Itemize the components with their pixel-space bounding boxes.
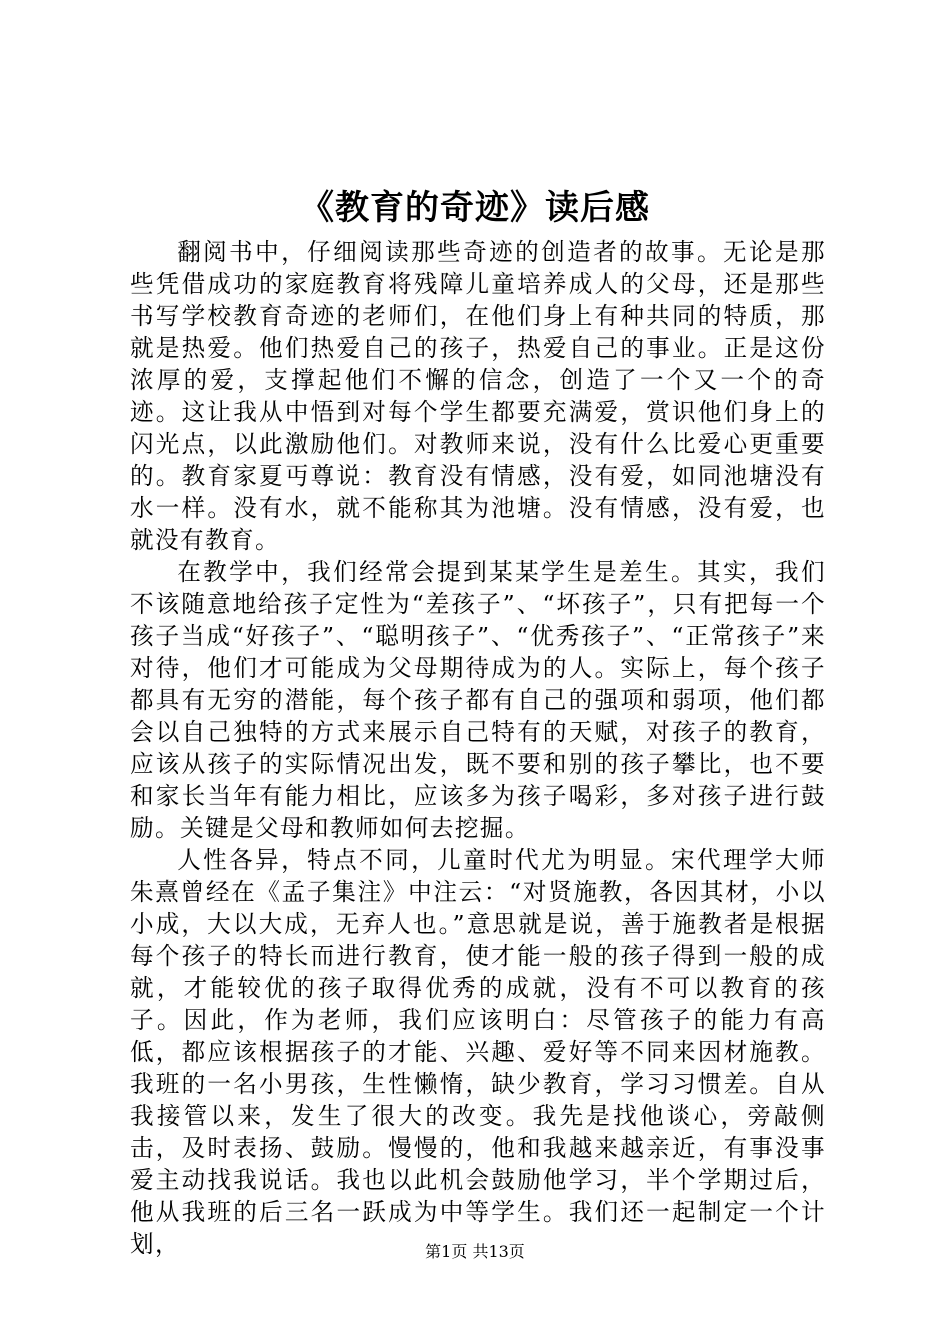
paragraph-2: 在教学中，我们经常会提到某某学生是差生。其实，我们不该随意地给孩子定性为“差孩子”、“坏孩子”，只有把每一个孩子当成“好孩子”、“聪明孩子”、“优秀孩子”、“正常孩子”来对待，他们才可能成为父母期待成为的人。实际上，每个孩子都具有无穷的潜能，每个孩子都有自己的强项和弱项，他们都会以自己独特的方式来展示自己特有的天赋，对孩子的教育，应该从孩子的实际情况出发，既不要和别的孩子攀比，也不要和家长当年有能力相比，应该多为孩子喝彩，多对孩子进行鼓励。关键是父母和教师如何去挖掘。 (130, 558, 826, 842)
document-title: 《教育的奇迹》读后感 (300, 188, 650, 228)
paragraph-3: 人性各异，特点不同，儿童时代尤为明显。宋代理学大师朱熹曾经在《孟子集注》中注云：“对贤施教，各因其材，小以小成，大以大成，无弃人也。”意思就是说，善于施教者是根据每个孩子的特长而进行教育，使才能一般的孩子得到一般的成就，才能较优的孩子取得优秀的成就，没有不可以教育的孩子。因此，作为老师，我们应该明白：尽管孩子的能力有高低，都应该根据孩子的才能、兴趣、爱好等不同来因材施教。我班的一名小男孩，生性懒惰，缺少教育，学习习惯差。自从我接管以来，发生了很大的改变。我先是找他谈心，旁敲侧击，及时表扬、鼓励。慢慢的，他和我越来越亲近，有事没事爱主动找我说话。我也以此机会鼓励他学习，半个学期过后，他从我班的后三名一跃成为中等学生。我们还一起制定一个计划， (130, 846, 826, 1258)
page-number-footer: 第1页 共13页 (425, 1242, 525, 1261)
document-body (130, 236, 826, 1260)
paragraph-1: 翻阅书中，仔细阅读那些奇迹的创造者的故事。无论是那些凭借成功的家庭教育将残障儿童培养成人的父母，还是那些书写学校教育奇迹的老师们，在他们身上有种共同的特质，那就是热爱。他们热爱自己的孩子，热爱自己的事业。正是这份浓厚的爱，支撑起他们不懈的信念，创造了一个又一个的奇迹。这让我从中悟到对每个学生都要充满爱，赏识他们身上的闪光点，以此激励他们。对教师来说，没有什么比爱心更重要的。教育家夏丏尊说：教育没有情感，没有爱，如同池塘没有水一样。没有水，就不能称其为池塘。没有情感，没有爱，也就没有教育。 (130, 238, 826, 554)
